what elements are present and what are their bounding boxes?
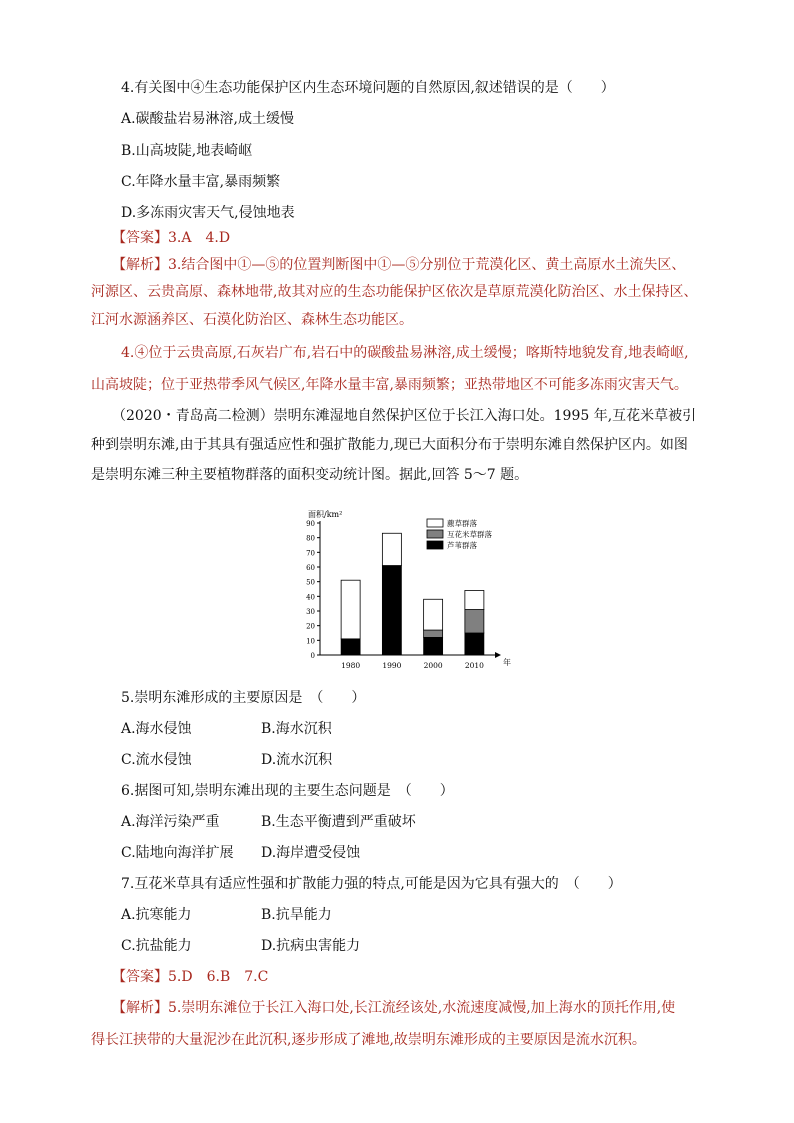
legend-swatch bbox=[427, 541, 443, 549]
legend-swatch bbox=[427, 530, 443, 538]
y-tick-label: 0 bbox=[310, 652, 315, 660]
q4-option-d: D.多冻雨灾害天气,侵蚀地表 bbox=[121, 205, 295, 221]
analysis-text: 5.崇明东滩位于长江入海口处,长江流经该处,水流速度减慢,加上海水的顶托作用,使 bbox=[168, 1000, 676, 1016]
y-tick-label: 30 bbox=[306, 608, 315, 616]
intro-line-2: 种到崇明东滩,由于其具有强适应性和强扩散能力,现已大面积分布于崇明东滩自然保护区内。如图 bbox=[91, 437, 688, 453]
y-tick-label: 80 bbox=[306, 534, 315, 543]
answer-1 bbox=[112, 228, 230, 248]
answer-2 bbox=[112, 967, 268, 987]
answer-tag: 【答案】 bbox=[112, 969, 168, 985]
analysis-text: 3.结合图中①—⑤的位置判断图中①—⑤分别位于荒漠化区、黄土高原水土流失区、 bbox=[168, 257, 686, 273]
y-tick-label: 20 bbox=[306, 622, 315, 631]
bar-segment bbox=[465, 633, 484, 655]
bar-segment bbox=[424, 599, 443, 630]
q6-option-d: D.海岸遭受侵蚀 bbox=[261, 845, 361, 861]
q4-stem: 4.有关图中④生态功能保护区内生态环境问题的自然原因,叙述错误的是（ ） bbox=[121, 80, 615, 96]
q5-option-d: D.流水沉积 bbox=[261, 752, 333, 768]
x-tick-label: 2000 bbox=[423, 661, 443, 670]
bar-segment bbox=[465, 610, 484, 633]
answer-text: 3.A 4.D bbox=[168, 230, 231, 246]
y-tick-label: 90 bbox=[306, 520, 315, 528]
chart-bars bbox=[341, 533, 484, 655]
x-axis-unit: 年 bbox=[503, 658, 511, 667]
q7-option-c: C.抗盐能力 bbox=[121, 938, 192, 954]
q7-option-a: A.抗寒能力 bbox=[121, 907, 192, 923]
x-tick-label: 1980 bbox=[341, 661, 361, 670]
q5-option-b: B.海水沉积 bbox=[261, 721, 332, 737]
analysis-2-line-2: 得长江挟带的大量泥沙在此沉积,逐步形成了滩地,故崇明东滩形成的主要原因是流水沉积。 bbox=[91, 1032, 646, 1048]
legend-swatch bbox=[427, 519, 443, 527]
x-tick-label: 2010 bbox=[464, 661, 484, 670]
chart-ylabel: 面积/km² bbox=[308, 510, 343, 519]
q4-option-a: A.碳酸盐岩易淋溶,成土缓慢 bbox=[121, 111, 295, 127]
analysis-1-line-5: 山高坡陡；位于亚热带季风气候区,年降水量丰富,暴雨频繁；亚热带地区不可能多冻雨灾害天气。 bbox=[91, 377, 688, 393]
bar-segment bbox=[465, 590, 484, 609]
q6-stem: 6.据图可知,崇明东滩出现的主要生态问题是 （ ） bbox=[121, 783, 454, 799]
q4-option-b: B.山高坡陡,地表崎岖 bbox=[121, 143, 253, 159]
analysis-2-line-1 bbox=[112, 998, 675, 1018]
q7-option-b: B.抗旱能力 bbox=[261, 907, 332, 923]
q5-option-a: A.海水侵蚀 bbox=[121, 721, 192, 737]
legend-label: 互花米草群落 bbox=[447, 530, 492, 539]
y-tick-label: 40 bbox=[306, 593, 315, 602]
x-tick-label: 1990 bbox=[382, 661, 402, 670]
intro-line-3: 是崇明东滩三种主要植物群落的面积变动统计图。据此,回答 5～7 题。 bbox=[91, 467, 529, 483]
q6-option-b: B.生态平衡遭到严重破坏 bbox=[261, 814, 416, 830]
legend-label: 芦苇群落 bbox=[447, 541, 477, 550]
analysis-1-line-3: 江河水源涵养区、石漠化防治区、森林生态功能区。 bbox=[91, 312, 413, 328]
q6-option-a: A.海洋污染严重 bbox=[121, 814, 220, 830]
y-tick-label: 70 bbox=[306, 549, 315, 558]
y-tick-label: 50 bbox=[306, 578, 315, 587]
q7-option-d: D.抗病虫害能力 bbox=[261, 938, 361, 954]
y-tick-label: 60 bbox=[306, 564, 315, 572]
area-bar-chart bbox=[290, 505, 520, 675]
x-axis-arrow bbox=[495, 652, 501, 658]
bar-segment bbox=[424, 637, 443, 655]
intro-line-1: （2020・青岛高二检测）崇明东滩湿地自然保护区位于长江入海口处。1995 年,互花米草被引 bbox=[112, 408, 697, 424]
y-tick-label: 10 bbox=[306, 637, 315, 646]
chart-legend bbox=[427, 518, 492, 550]
answer-text: 5.D 6.B 7.C bbox=[168, 969, 269, 985]
q6-option-c: C.陆地向海洋扩展 bbox=[121, 845, 234, 861]
analysis-1-line-2: 河源区、云贵高原、森林地带,故其对应的生态功能保护区依次是草原荒漠化防治区、水土保持区、 bbox=[91, 284, 698, 300]
bar-segment bbox=[341, 639, 360, 655]
analysis-1-line-4: 4.④位于云贵高原,石灰岩广布,岩石中的碳酸盐易淋溶,成土缓慢；喀斯特地貌发育,地表崎岖, bbox=[121, 345, 689, 361]
analysis-tag: 【解析】 bbox=[112, 257, 168, 273]
q5-option-c: C.流水侵蚀 bbox=[121, 752, 192, 768]
analysis-tag: 【解析】 bbox=[112, 1000, 168, 1016]
answer-tag: 【答案】 bbox=[112, 230, 168, 246]
bar-segment bbox=[341, 580, 360, 639]
q5-stem: 5.崇明东滩形成的主要原因是 （ ） bbox=[121, 690, 366, 706]
bar-segment bbox=[382, 566, 401, 655]
analysis-1-line-1 bbox=[112, 255, 685, 275]
q7-stem: 7.互花米草具有适应性强和扩散能力强的特点,可能是因为它具有强大的 （ ） bbox=[121, 876, 622, 892]
bar-segment bbox=[424, 630, 443, 637]
legend-label: 藨草群落 bbox=[447, 519, 477, 528]
q4-option-c: C.年降水量丰富,暴雨频繁 bbox=[121, 174, 281, 190]
bar-segment bbox=[382, 533, 401, 565]
